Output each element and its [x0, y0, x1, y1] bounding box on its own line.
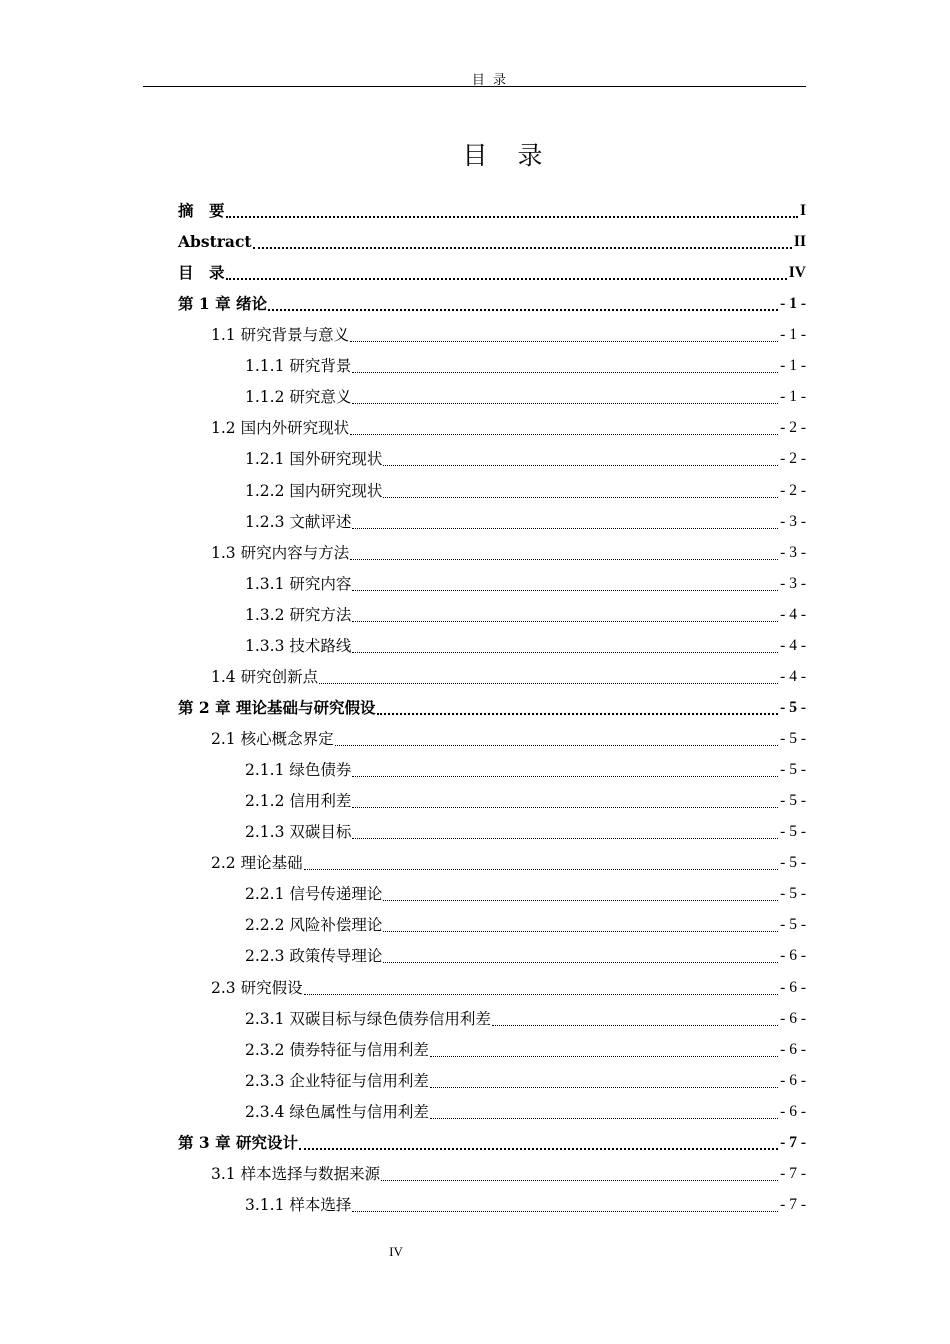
toc-entry-number: 1.4 — [211, 667, 241, 686]
toc-dot-leader — [268, 299, 778, 311]
toc-entry-label: 研究创新点 — [240, 667, 319, 686]
toc-entry[interactable] — [178, 259, 806, 287]
toc-entry-label: 研究内容与方法 — [240, 543, 350, 562]
toc-title: 目 录 — [462, 141, 543, 170]
toc-entry-label: 双碳目标与绿色债券信用利差 — [289, 1009, 491, 1028]
toc-dot-leader — [299, 1138, 778, 1150]
toc-entry-page: - 2 - — [780, 419, 806, 437]
toc-entry[interactable] — [245, 601, 806, 629]
toc-entry-page: - 4 - — [780, 636, 806, 654]
toc-entry-label: 研究设计 — [235, 1132, 298, 1152]
toc-entry-page: - 5 - — [780, 885, 806, 903]
toc-entry-page: - 3 - — [780, 543, 806, 561]
toc-entry[interactable] — [245, 880, 806, 908]
toc-entry-number: 2.2.1 — [245, 885, 290, 904]
toc-dot-leader — [352, 642, 778, 653]
toc-dot-leader — [430, 1108, 778, 1119]
toc-entry-page: - 5 - — [780, 823, 806, 841]
toc-dot-leader — [352, 1201, 778, 1212]
toc-entry-label: 研究假设 — [240, 978, 303, 997]
toc-entry-page: - 2 - — [780, 481, 806, 499]
toc-entry-page: I — [799, 202, 806, 219]
toc-entry-label: 理论基础与研究假设 — [235, 697, 376, 717]
toc-dot-leader — [335, 735, 779, 746]
toc-entry-page: - 5 - — [780, 761, 806, 779]
toc-entry-number: 1.2.3 — [245, 512, 290, 531]
toc-entry-page: - 5 - — [780, 916, 806, 934]
toc-dot-leader — [377, 703, 779, 715]
toc-entry-number: 1.1.1 — [245, 357, 290, 376]
toc-entry-number: 第 3 章 — [178, 1132, 236, 1152]
toc-entry-label: 研究意义 — [289, 388, 352, 407]
toc-dot-leader — [383, 455, 778, 466]
toc-entry[interactable] — [178, 197, 806, 225]
toc-entry-page: - 6 - — [780, 947, 806, 965]
toc-entry-label: 样本选择 — [289, 1195, 352, 1214]
toc-entry-number: 2.2.2 — [245, 916, 290, 935]
toc-entry[interactable] — [178, 694, 806, 722]
running-header: 目 录 — [471, 73, 509, 88]
toc-entry[interactable] — [245, 632, 806, 660]
toc-entry[interactable] — [245, 352, 806, 380]
toc-entry-label: 国外研究现状 — [289, 450, 383, 469]
toc-entry[interactable] — [245, 570, 806, 598]
toc-entry-label: 绿色债券 — [289, 761, 352, 780]
toc-dot-leader — [383, 487, 778, 498]
toc-entry-number: 3.1.1 — [245, 1195, 290, 1214]
toc-entry[interactable] — [211, 849, 806, 877]
toc-dot-leader — [352, 828, 778, 839]
toc-entry[interactable] — [245, 445, 806, 473]
toc-entry[interactable] — [245, 756, 806, 784]
toc-entry-number: 第 1 章 — [178, 294, 236, 314]
toc-entry-page: IV — [788, 264, 806, 282]
toc-entry-page: II — [793, 233, 806, 251]
toc-entry-number: 1.3.2 — [245, 605, 290, 624]
toc-entry-number: 2.1.3 — [245, 823, 290, 842]
toc-entry-page: - 1 - — [780, 326, 806, 344]
toc-dot-leader — [319, 673, 778, 684]
toc-entry-number: 第 2 章 — [178, 697, 236, 717]
page-number: IV — [389, 1244, 403, 1259]
toc-entry[interactable] — [245, 477, 806, 505]
toc-dot-leader — [352, 362, 778, 373]
toc-dot-leader — [253, 237, 792, 249]
toc-dot-leader — [383, 921, 778, 932]
toc-entry-number: 1.2.2 — [245, 481, 290, 500]
toc-entry[interactable] — [211, 539, 806, 567]
toc-entry-number: 1.3.3 — [245, 636, 290, 655]
toc-entry-page: - 7 - — [780, 1195, 806, 1213]
toc-entry-page: - 7 - — [780, 1164, 806, 1182]
toc-entry-page: - 5 - — [780, 698, 806, 716]
toc-dot-leader — [350, 549, 778, 560]
toc-dot-leader — [352, 611, 778, 622]
toc-entry-label: 绪论 — [235, 294, 267, 314]
toc-entry-page: - 4 - — [780, 667, 806, 685]
toc-entry-number: 2.3.3 — [245, 1071, 290, 1090]
toc-entry[interactable] — [245, 383, 806, 411]
toc-entry-page: - 4 - — [780, 605, 806, 623]
toc-entry-number: 1.1.2 — [245, 388, 290, 407]
toc-dot-leader — [430, 1077, 778, 1088]
toc-entry-page: - 7 - — [780, 1133, 806, 1151]
toc-entry[interactable] — [245, 911, 806, 939]
toc-dot-leader — [492, 1015, 778, 1026]
toc-entry[interactable] — [211, 321, 806, 349]
toc-entry-number: 2.3 — [211, 978, 241, 997]
toc-entry-number: 2.1.2 — [245, 792, 290, 811]
toc-entry-label: 摘 要 — [178, 201, 225, 220]
toc-entry-page: - 3 - — [780, 512, 806, 530]
toc-entry-number: 2.3.4 — [245, 1102, 290, 1121]
toc-entry-label: 技术路线 — [289, 636, 352, 655]
toc-dot-leader — [352, 393, 778, 404]
toc-entry-number: 2.3.1 — [245, 1009, 290, 1028]
toc-entry-label: Abstract — [178, 232, 252, 252]
toc-entry-label: 国内研究现状 — [289, 481, 383, 500]
toc-entry[interactable] — [211, 414, 806, 442]
toc-entry[interactable] — [211, 725, 806, 753]
toc-entry-label: 风险补偿理论 — [289, 916, 383, 935]
toc-entry[interactable] — [245, 818, 806, 846]
toc-entry-label: 研究方法 — [289, 605, 352, 624]
toc-entry-page: - 6 - — [780, 1102, 806, 1120]
toc-entry[interactable] — [211, 663, 806, 691]
toc-entry-page: - 5 - — [780, 792, 806, 810]
toc-entry-label: 信号传递理论 — [289, 885, 383, 904]
toc-entry-page: - 5 - — [780, 854, 806, 872]
toc-dot-leader — [381, 1170, 778, 1181]
toc-entry[interactable] — [245, 787, 806, 815]
toc-entry-label: 双碳目标 — [289, 823, 352, 842]
toc-dot-leader — [352, 797, 778, 808]
toc-entry-number: 1.1 — [211, 326, 241, 345]
toc-entry-label: 企业特征与信用利差 — [289, 1071, 429, 1090]
toc-dot-leader — [350, 331, 778, 342]
toc-entry[interactable] — [245, 508, 806, 536]
toc-entry[interactable] — [178, 228, 806, 256]
toc-dot-leader — [352, 580, 778, 591]
toc-entry-label: 债券特征与信用利差 — [289, 1040, 429, 1059]
toc-entry-number: 2.1.1 — [245, 761, 290, 780]
toc-entry-number: 2.1 — [211, 730, 241, 749]
toc-dot-leader — [304, 859, 779, 870]
toc-dot-leader — [352, 518, 778, 529]
toc-entry-label: 理论基础 — [240, 854, 303, 873]
toc-entry-label: 样本选择与数据来源 — [240, 1164, 381, 1183]
toc-entry-page: - 6 - — [780, 1071, 806, 1089]
toc-entry-page: - 1 - — [780, 388, 806, 406]
toc-entry-label: 文献评述 — [289, 512, 352, 531]
toc-dot-leader — [383, 890, 778, 901]
toc-entry[interactable] — [245, 1036, 806, 1064]
toc-entry-number: 1.2 — [211, 419, 241, 438]
toc-entry[interactable] — [245, 942, 806, 970]
toc-dot-leader — [350, 424, 778, 435]
toc-entry-number: 1.3 — [211, 543, 241, 562]
toc-dot-leader — [304, 984, 779, 995]
toc-entry-label: 信用利差 — [289, 792, 352, 811]
toc-entry-number: 1.2.1 — [245, 450, 290, 469]
toc-entry[interactable] — [245, 1067, 806, 1095]
toc-entry[interactable] — [178, 1129, 806, 1157]
toc-entry-number: 2.2.3 — [245, 947, 290, 966]
toc-entry-label: 目 录 — [178, 263, 225, 283]
toc-entry-label: 国内外研究现状 — [240, 419, 350, 438]
toc-entry-page: - 3 - — [780, 574, 806, 592]
toc-entry-page: - 1 - — [780, 295, 806, 313]
toc-entry[interactable] — [245, 1098, 806, 1126]
toc-entry[interactable] — [178, 290, 806, 318]
toc-entry-page: - 6 - — [780, 1040, 806, 1058]
toc-entry-label: 研究背景与意义 — [240, 326, 350, 345]
toc-entry-label: 核心概念界定 — [240, 730, 334, 749]
toc-dot-leader — [430, 1046, 778, 1057]
toc-entry-number: 3.1 — [211, 1164, 241, 1183]
toc-entry-number: 2.3.2 — [245, 1040, 290, 1059]
toc-entry-label: 绿色属性与信用利差 — [289, 1102, 429, 1121]
toc-dot-leader — [226, 268, 787, 280]
toc-entry-number: 2.2 — [211, 854, 241, 873]
header-rule — [143, 86, 806, 87]
toc-dot-leader — [226, 206, 798, 218]
toc-entry-page: - 1 - — [780, 357, 806, 375]
toc-entry-page: - 5 - — [780, 730, 806, 748]
toc-entry-page: - 6 - — [780, 1009, 806, 1027]
toc-entry[interactable] — [211, 1160, 806, 1188]
toc-entry-label: 研究内容 — [289, 574, 352, 593]
toc-entry[interactable] — [245, 1191, 806, 1219]
toc-entry-label: 研究背景 — [289, 357, 352, 376]
toc-entry[interactable] — [211, 974, 806, 1002]
toc-dot-leader — [352, 766, 778, 777]
toc-dot-leader — [383, 952, 778, 963]
toc-entry-page: - 6 - — [780, 978, 806, 996]
toc-entry-label: 政策传导理论 — [289, 947, 383, 966]
toc-entry-number: 1.3.1 — [245, 574, 290, 593]
toc-entry-page: - 2 - — [780, 450, 806, 468]
toc-entry[interactable] — [245, 1005, 806, 1033]
